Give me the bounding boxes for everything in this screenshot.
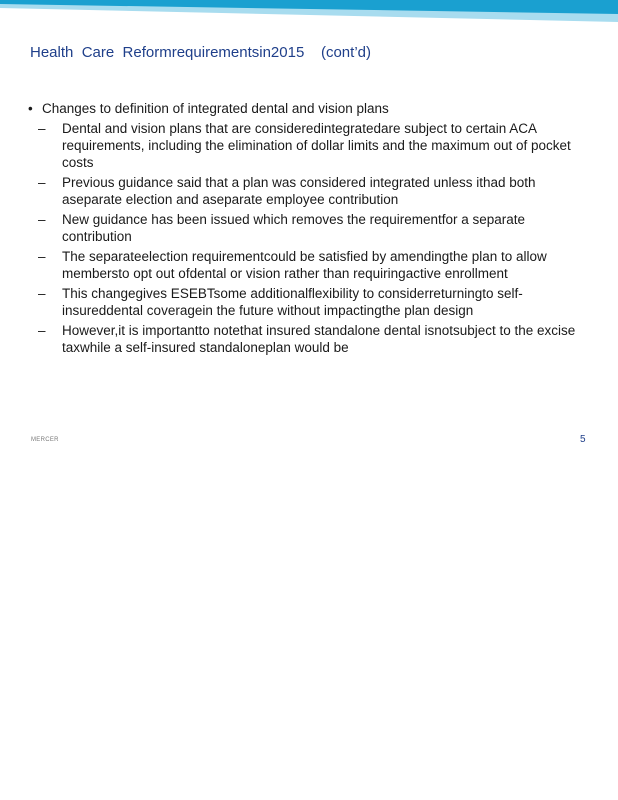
bullet-item bbox=[28, 100, 588, 117]
sub-bullet-text: Dental and vision plans that are consideredintegratedare subject to certain ACA requirements, including the elimination of dollar limits and the maximum out of pocket costs bbox=[62, 121, 571, 170]
dash-marker: – bbox=[38, 121, 46, 136]
sub-bullet-item bbox=[38, 322, 588, 356]
sub-bullet-text: New guidance has been issued which removes the requirementfor a separate contribution bbox=[62, 212, 526, 244]
dash-marker: – bbox=[38, 323, 46, 338]
bullet-text: Changes to definition of integrated dental and vision plans bbox=[42, 101, 389, 116]
sub-bullet-text: This changegives ESEBTsome additionalflexibility to considerreturningto self-insureddental coveragein the future without impactingthe plan design bbox=[62, 286, 523, 318]
sub-bullet-list bbox=[38, 120, 588, 356]
sub-bullet-text: However,it is importantto notethat insured standalone dental isnotsubject to the excise taxwhile a self-insured standaloneplan would be bbox=[62, 323, 576, 355]
sub-bullet-item bbox=[38, 120, 588, 171]
sub-bullet-text: The separateelection requirementcould be satisfied by amendingthe plan to allow membersto opt out ofdental or vision rather than requiringactive enrollment bbox=[62, 249, 547, 281]
page-number: 5 bbox=[580, 434, 586, 445]
dash-marker: – bbox=[38, 286, 46, 301]
dash-marker: – bbox=[38, 249, 46, 264]
dash-marker: – bbox=[38, 212, 46, 227]
header-band bbox=[0, 0, 618, 22]
footer-logo: MERCER bbox=[31, 437, 59, 443]
sub-bullet-text: Previous guidance said that a plan was considered integrated unless ithad both aseparate election and aseparate employee contribution bbox=[62, 175, 536, 207]
dash-marker: – bbox=[38, 175, 46, 190]
sub-bullet-item bbox=[38, 285, 588, 319]
sub-bullet-item bbox=[38, 248, 588, 282]
bullet-marker: • bbox=[28, 101, 33, 116]
sub-bullet-item bbox=[38, 174, 588, 208]
page-title: Health Care Reformrequirementsin2015 (cont’d) bbox=[30, 44, 371, 61]
slide-body bbox=[28, 100, 588, 359]
sub-bullet-item bbox=[38, 211, 588, 245]
